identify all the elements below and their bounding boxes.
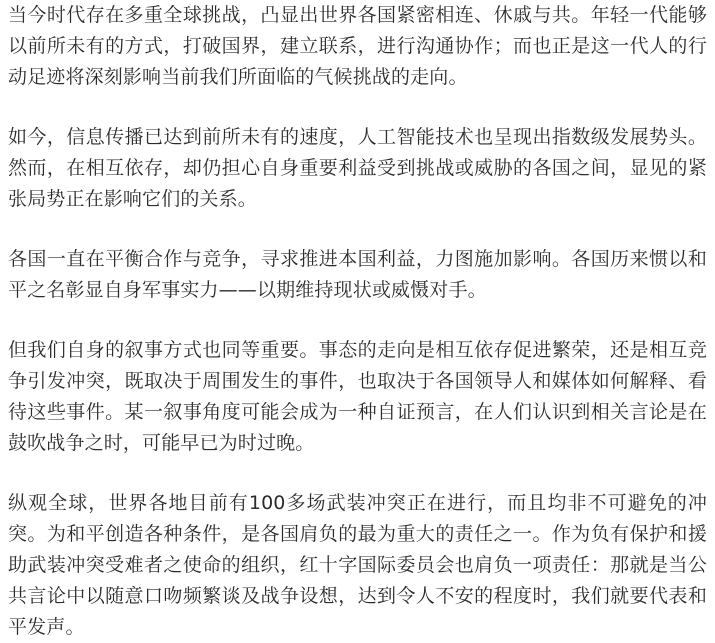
paragraph-3: 各国一直在平衡合作与竞争，寻求推进本国利益，力图施加影响。各国历来惯以和平之名彰显自身军事实力——以期维持现状或威慑对手。	[8, 248, 707, 301]
paragraph-4: 但我们自身的叙事方式也同等重要。事态的走向是相互依存促进繁荣，还是相互竞争引发冲突，既取决于周围发生的事件，也取决于各国领导人和媒体如何解释、看待这些事件。某一叙事角度可能会成为一种自证预言，在人们认识到相关言论是在鼓吹战争之时，可能早已为时过晚。	[8, 339, 707, 454]
paragraph-1: 当今时代存在多重全球挑战，凸显出世界各国紧密相连、休戚与共。年轻一代能够以前所未有的方式，打破国界，建立联系，进行沟通协作；而也正是这一代人的行动足迹将深刻影响当前我们所面临的气候挑战的走向。	[8, 4, 707, 88]
paragraph-5: 纵观全球，世界各地目前有100多场武装冲突正在进行，而且均非不可避免的冲突。为和平创造各种条件，是各国肩负的最为重大的责任之一。作为负有保护和援助武装冲突受难者之使命的组织，红十字国际委员会也肩负一项责任：那就是当公共言论中以随意口吻频繁谈及战争设想，达到令人不安的程度时，我们就要代表和平发声。	[8, 492, 707, 638]
paragraph-2: 如今，信息传播已达到前所未有的速度，人工智能技术也呈现出指数级发展势头。然而，在相互依存，却仍担心自身重要利益受到挑战或威胁的各国之间，显见的紧张局势正在影响它们的关系。	[8, 126, 707, 210]
